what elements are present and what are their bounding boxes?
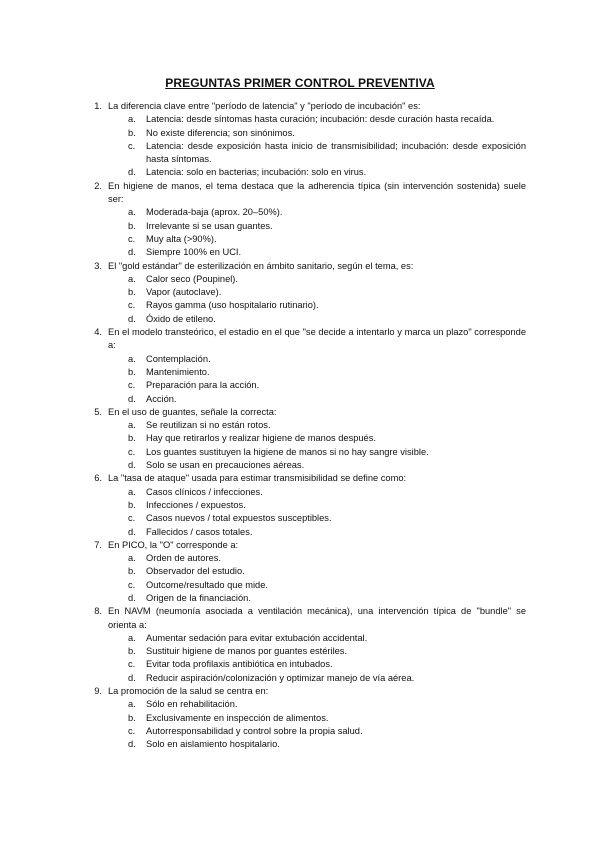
option-text: Sustituir higiene de manos por guantes estériles. <box>146 646 348 657</box>
option-item <box>0 233 600 246</box>
option-letter: a. <box>128 114 136 125</box>
question-text: En PICO, la "O" corresponde a: <box>108 539 239 550</box>
option-letter: a. <box>128 553 136 564</box>
option-item <box>0 459 600 472</box>
option-text: Irrelevante si se usan guantes. <box>146 220 273 231</box>
option-letter: d. <box>128 672 136 683</box>
question-number: 7. <box>94 539 102 550</box>
option-letter: a. <box>128 632 136 643</box>
question-6 <box>0 472 600 538</box>
option-item <box>0 658 600 671</box>
option-text: Solo se usan en precauciones aéreas. <box>146 460 305 471</box>
option-list <box>0 632 600 685</box>
question-number: 9. <box>94 686 102 697</box>
option-item <box>0 725 600 738</box>
option-text: Preparación para la acción. <box>146 380 260 391</box>
question-text: En higiene de manos, el tema destaca que la adherencia típica (sin intervención sostenida) suele ser: <box>108 180 526 205</box>
option-item <box>0 592 600 605</box>
option-item <box>0 486 600 499</box>
option-item <box>0 273 600 286</box>
option-item <box>0 246 600 259</box>
option-item <box>0 579 600 592</box>
option-text: Infecciones / expuestos. <box>146 499 246 510</box>
option-item <box>0 645 600 658</box>
option-text: Solo en aislamiento hospitalario. <box>146 739 280 750</box>
option-text: Evitar toda profilaxis antibiótica en intubados. <box>146 659 333 670</box>
option-text: No existe diferencia; son sinónimos. <box>146 127 295 138</box>
option-letter: b. <box>128 287 136 298</box>
option-text: Los guantes sustituyen la higiene de manos si no hay sangre visible. <box>146 446 429 457</box>
question-9 <box>0 685 600 751</box>
question-text: En el uso de guantes, señale la correcta: <box>108 406 277 417</box>
option-item <box>0 632 600 645</box>
option-list <box>0 113 600 179</box>
option-text: Latencia: solo en bacterias; incubación: solo en virus. <box>146 167 367 178</box>
option-item <box>0 712 600 725</box>
option-text: Casos nuevos / total expuestos susceptibles. <box>146 513 332 524</box>
option-text: Óxido de etileno. <box>146 313 216 324</box>
option-text: Casos clínicos / infecciones. <box>146 486 263 497</box>
option-letter: b. <box>128 499 136 510</box>
option-item <box>0 672 600 685</box>
option-text: Exclusivamente en inspección de alimentos. <box>146 712 329 723</box>
option-text: Siempre 100% en UCI. <box>146 247 242 258</box>
option-text: Aumentar sedación para evitar extubación accidental. <box>146 632 368 643</box>
option-letter: c. <box>128 513 136 524</box>
option-letter: d. <box>128 313 136 324</box>
option-item <box>0 140 600 167</box>
option-letter: c. <box>128 725 136 736</box>
question-number: 1. <box>94 101 102 111</box>
option-letter: d. <box>128 739 136 750</box>
option-item <box>0 286 600 299</box>
option-item <box>0 299 600 312</box>
option-letter: c. <box>128 233 136 244</box>
option-letter: b. <box>128 433 136 444</box>
option-text: Latencia: desde exposición hasta inicio de transmisibilidad; incubación: desde exposición hasta síntomas. <box>146 140 526 165</box>
option-text: Rayos gamma (uso hospitalario rutinario). <box>146 300 319 311</box>
option-text: Mantenimiento. <box>146 366 210 377</box>
question-8 <box>0 605 600 685</box>
question-5 <box>0 406 600 472</box>
option-letter: c. <box>128 140 136 151</box>
option-item <box>0 512 600 525</box>
option-list <box>0 698 600 751</box>
option-text: Sólo en rehabilitación. <box>146 699 238 710</box>
option-text: Se reutilizan si no están rotos. <box>146 420 271 431</box>
option-item <box>0 379 600 392</box>
option-list <box>0 353 600 406</box>
option-letter: b. <box>128 566 136 577</box>
option-letter: a. <box>128 420 136 431</box>
option-text: Outcome/resultado que mide. <box>146 579 268 590</box>
option-letter: c. <box>128 579 136 590</box>
question-text: El "gold estándar" de esterilización en ámbito sanitario, según el tema, es: <box>108 260 414 271</box>
question-text: En NAVM (neumonía asociada a ventilación mecánica), una intervención típica de "bundle" se orienta a: <box>108 606 526 630</box>
question-number: 2. <box>94 180 102 191</box>
option-list <box>0 419 600 472</box>
page-title: PREGUNTAS PRIMER CONTROL PREVENTIVA <box>165 76 435 90</box>
option-letter: d. <box>128 526 136 537</box>
option-letter: a. <box>128 273 136 284</box>
question-text: La diferencia clave entre "período de latencia" y "período de incubación" es: <box>108 101 421 111</box>
option-letter: a. <box>128 699 136 710</box>
option-text: Latencia: desde síntomas hasta curación; incubación: desde curación hasta recaída. <box>146 114 495 125</box>
option-list <box>0 273 600 326</box>
option-letter: c. <box>128 659 136 670</box>
option-item <box>0 366 600 379</box>
option-text: Acción. <box>146 393 177 404</box>
option-text: Vapor (autoclave). <box>146 287 222 298</box>
option-item <box>0 526 600 539</box>
question-2 <box>0 180 600 260</box>
option-item <box>0 166 600 179</box>
option-item <box>0 353 600 366</box>
option-item <box>0 113 600 126</box>
option-item <box>0 446 600 459</box>
question-text: En el modelo transteórico, el estadio en el que "se decide a intentarlo y marca un plazo" corresponde a: <box>108 327 526 351</box>
option-letter: c. <box>128 380 136 391</box>
option-letter: d. <box>128 460 136 471</box>
option-item <box>0 206 600 219</box>
option-list <box>0 552 600 605</box>
option-letter: b. <box>128 646 136 657</box>
question-number: 5. <box>94 406 102 417</box>
option-letter: c. <box>128 446 136 457</box>
option-letter: d. <box>128 247 136 258</box>
question-number: 4. <box>94 327 102 338</box>
option-item <box>0 220 600 233</box>
option-letter: b. <box>128 366 136 377</box>
option-list <box>0 486 600 539</box>
option-letter: d. <box>128 167 136 178</box>
option-text: Origen de la financiación. <box>146 592 251 603</box>
option-text: Muy alta (>90%). <box>146 233 217 244</box>
option-text: Autorresponsabilidad y control sobre la propia salud. <box>146 725 363 736</box>
option-letter: b. <box>128 712 136 723</box>
option-letter: b. <box>128 220 136 231</box>
option-item <box>0 419 600 432</box>
question-1 <box>0 100 600 180</box>
option-text: Reducir aspiración/colonización y optimizar manejo de vía aérea. <box>146 672 415 683</box>
option-item <box>0 127 600 140</box>
question-number: 8. <box>94 606 102 617</box>
option-text: Orden de autores. <box>146 553 221 564</box>
option-item <box>0 698 600 711</box>
question-number: 3. <box>94 260 102 271</box>
option-text: Observador del estudio. <box>146 566 245 577</box>
option-letter: d. <box>128 393 136 404</box>
question-number: 6. <box>94 473 102 484</box>
question-list <box>0 100 600 752</box>
option-item <box>0 738 600 751</box>
option-item <box>0 393 600 406</box>
option-item <box>0 565 600 578</box>
option-text: Moderada-baja (aprox. 20–50%). <box>146 207 283 218</box>
option-letter: a. <box>128 486 136 497</box>
option-text: Contemplación. <box>146 353 211 364</box>
option-item <box>0 313 600 326</box>
question-7 <box>0 539 600 605</box>
option-letter: c. <box>128 300 136 311</box>
option-text: Hay que retirarlos y realizar higiene de manos después. <box>146 433 376 444</box>
option-letter: b. <box>128 127 136 138</box>
option-text: Calor seco (Poupinel). <box>146 273 238 284</box>
option-letter: a. <box>128 207 136 218</box>
question-4 <box>0 326 600 406</box>
question-3 <box>0 260 600 326</box>
option-item <box>0 499 600 512</box>
option-item <box>0 432 600 445</box>
option-list <box>0 206 600 259</box>
option-item <box>0 552 600 565</box>
option-letter: d. <box>128 592 136 603</box>
option-text: Fallecidos / casos totales. <box>146 526 253 537</box>
question-text: La "tasa de ataque" usada para estimar transmisibilidad se define como: <box>108 473 407 484</box>
option-letter: a. <box>128 353 136 364</box>
question-text: La promoción de la salud se centra en: <box>108 686 269 697</box>
